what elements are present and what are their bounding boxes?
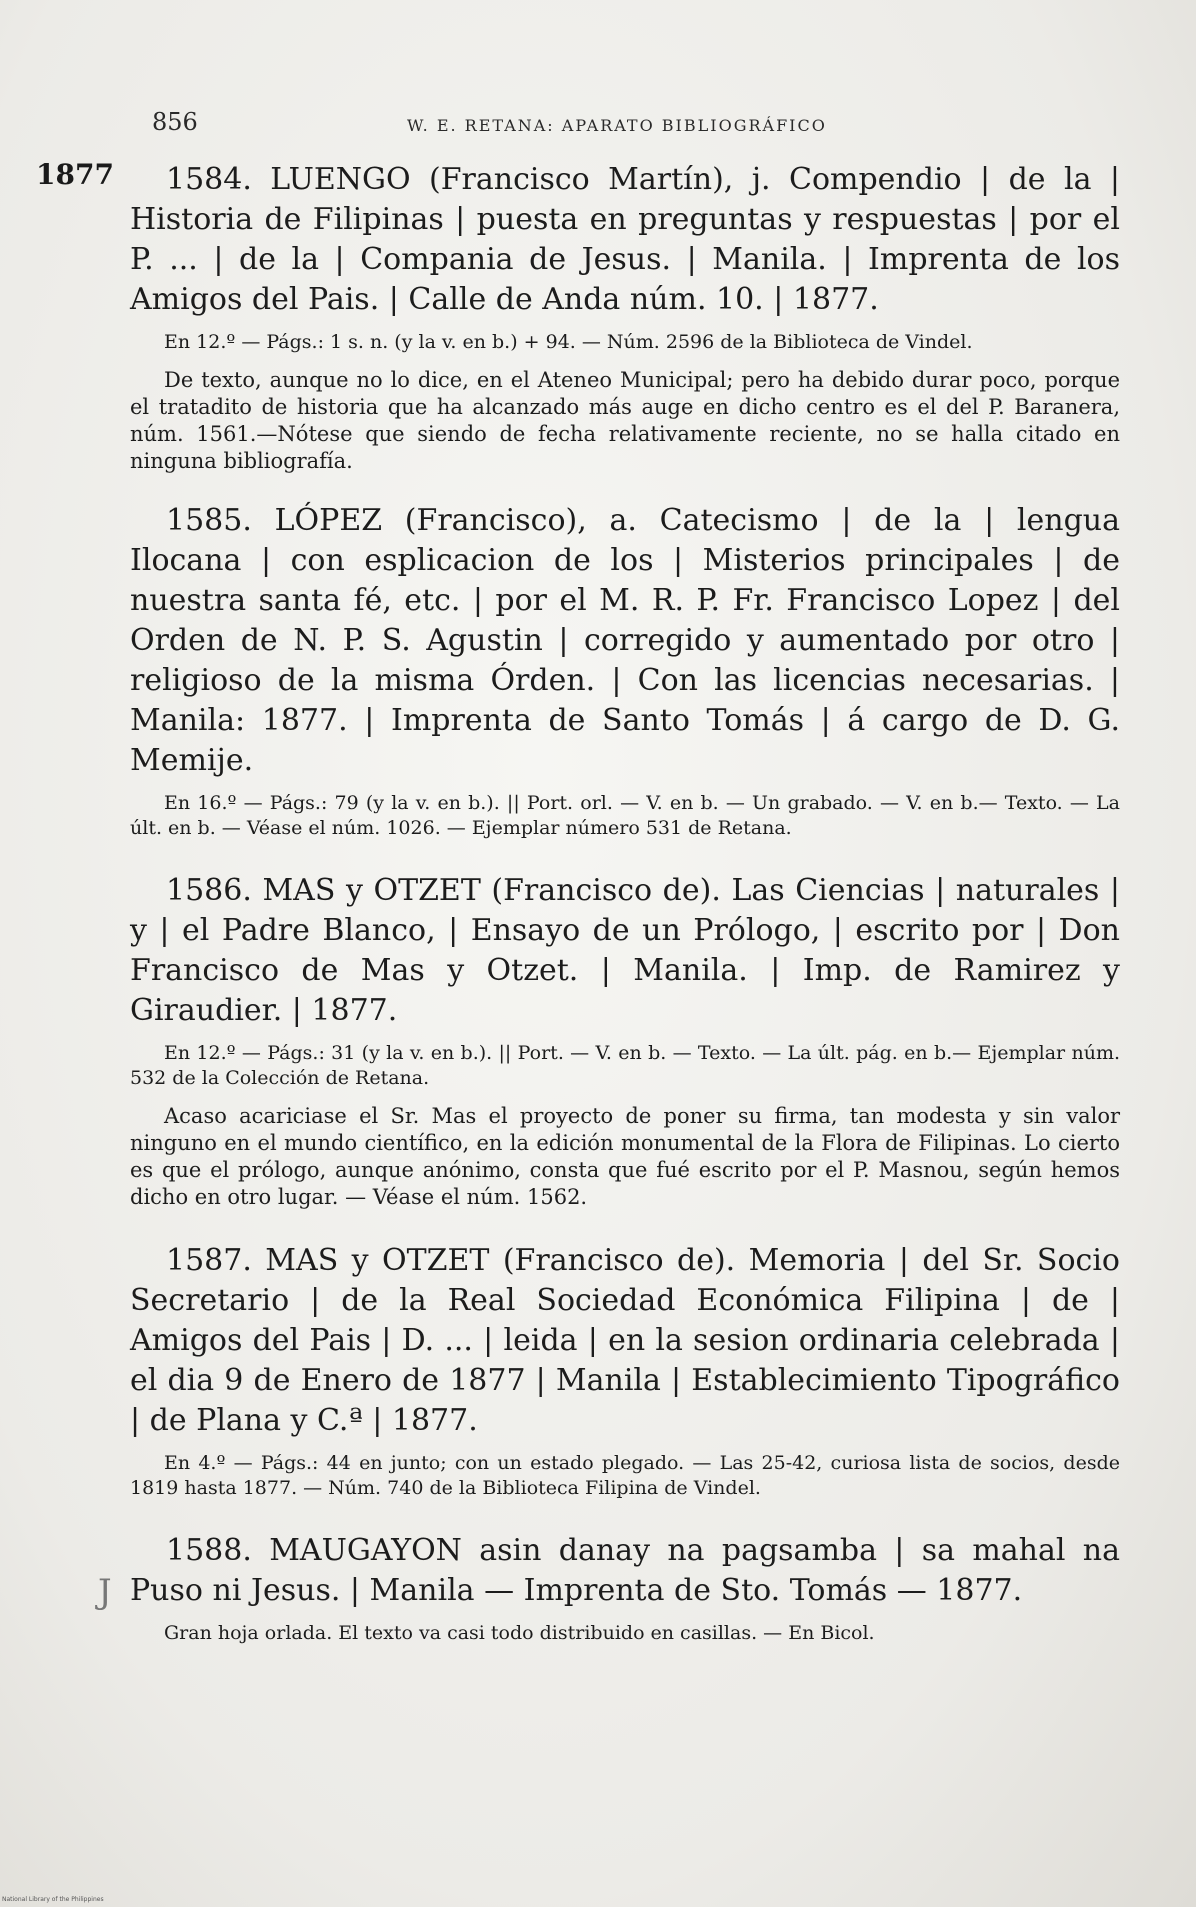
entry-description: En 12.º — Págs.: 31 (y la v. en b.). || Port. — V. en b. — Texto. — La últ. pág. en b.— Ejemplar núm. 532 de la Colección de Retana.: [130, 1042, 1120, 1089]
running-title: W. E. RETANA: APARATO BIBLIOGRÁFICO: [407, 116, 827, 135]
entry-1585: [130, 501, 1120, 841]
margin-year: 1877: [36, 158, 114, 191]
entry-description: En 12.º — Págs.: 1 s. n. (y la v. en b.) + 94. — Núm. 2596 de la Biblioteca de Vindel.: [164, 331, 973, 353]
body-text: [130, 160, 1120, 1646]
entry-title: 1584. LUENGO (Francisco Martín), j. Compendio | de la | Historia de Filipinas | puesta en preguntas y respuestas | por el P. ... | de la | Compania de Jesus. | Manila. | Imprenta de los Amigos del Pais. | Calle de Anda núm. 10. | 1877.: [130, 162, 1120, 317]
scan-credit: National Library of the Philippines: [2, 1896, 104, 1903]
entry-title: 1587. MAS y OTZET (Francisco de). Memoria | del Sr. Socio Secretario | de la Real Sociedad Económica Filipina | de | Amigos del Pais | D. ... | leida | en la sesion ordinaria celebrada | el dia 9 de Enero de 1877 | Manila | Establecimiento Tipográfico | de Plana y C.ª | 1877.: [130, 1243, 1120, 1438]
entry-1586: [130, 871, 1120, 1211]
entry-1584: [130, 160, 1120, 475]
entry-title: 1588. MAUGAYON asin danay na pagsamba | sa mahal na Puso ni Jesus. | Manila — Imprenta de Sto. Tomás — 1877.: [130, 1533, 1120, 1608]
entry-1587: [130, 1241, 1120, 1501]
handwritten-annotation: J: [98, 1572, 112, 1612]
entry-note: De texto, aunque no lo dice, en el Ateneo Municipal; pero ha debido durar poco, porque el tratadito de historia que ha alcanzado más auge en dicho centro es el del P. Baranera, núm. 1561.—Nótese que siendo de fecha relativamente reciente, no se halla citado en ninguna bibliografía.: [130, 368, 1120, 473]
page-number: 856: [152, 108, 198, 136]
page-header: [152, 108, 1052, 138]
entry-description: Gran hoja orlada. El texto va casi todo distribuido en casillas. — En Bicol.: [164, 1622, 875, 1644]
entry-title: 1586. MAS y OTZET (Francisco de). Las Ciencias | naturales | y | el Padre Blanco, | Ensayo de un Prólogo, | escrito por | Don Francisco de Mas y Otzet. | Manila. | Imp. de Ramirez y Giraudier. | 1877.: [130, 873, 1120, 1028]
entry-title: 1585. LÓPEZ (Francisco), a. Catecismo | de la | lengua Ilocana | con esplicacion de los | Misterios principales | de nuestra santa fé, etc. | por el M. R. P. Fr. Francisco Lopez | del Orden de N. P. S. Agustin | corregido y aumentado por otro | religioso de la misma Órden. | Con las licencias necesarias. | Manila: 1877. | Imprenta de Santo Tomás | á cargo de D. G. Memije.: [130, 503, 1120, 778]
entry-description: En 16.º — Págs.: 79 (y la v. en b.). || Port. orl. — V. en b. — Un grabado. — V. en b.— Texto. — La últ. en b. — Véase el núm. 1026. — Ejemplar número 531 de Retana.: [130, 792, 1120, 839]
entry-description: En 4.º — Págs.: 44 en junto; con un estado plegado. — Las 25-42, curiosa lista de socios, desde 1819 hasta 1877. — Núm. 740 de la Biblioteca Filipina de Vindel.: [130, 1452, 1120, 1499]
entry-1588: [130, 1531, 1120, 1646]
entry-note: Acaso acariciase el Sr. Mas el proyecto de poner su firma, tan modesta y sin valor ninguno en el mundo científico, en la edición monumental de la Flora de Filipinas. Lo cierto es que el prólogo, aunque anónimo, consta que fué escrito por el P. Masnou, según hemos dicho en otro lugar. — Véase el núm. 1562.: [130, 1104, 1120, 1209]
